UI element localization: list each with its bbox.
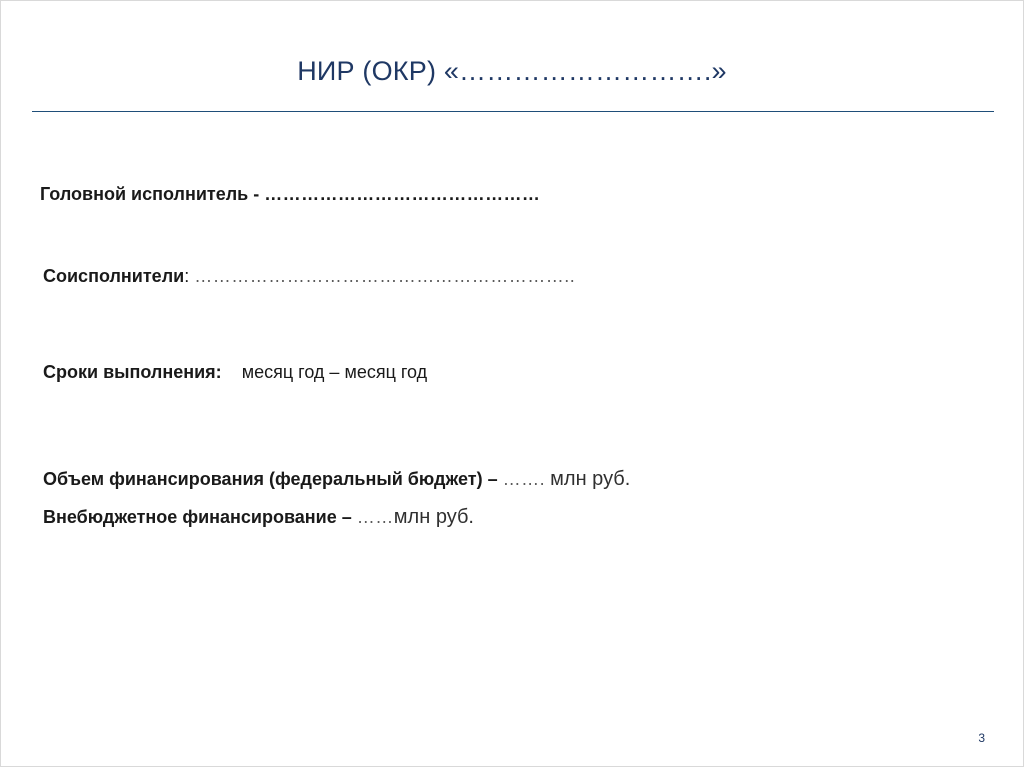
deadlines-label: Сроки выполнения: [43,362,222,382]
funding-federal-amount: ……. [502,469,546,489]
funding-federal-unit: млн руб. [550,468,631,490]
lead-contractor-label: Головной исполнитель [40,184,249,204]
slide-title: НИР (ОКР) «……………………….» [297,56,727,86]
co-contractors-colon: : [184,266,190,286]
funding-extrabudgetary-label: Внебюджетное финансирование [43,507,337,527]
funding-federal-dash: – [487,469,498,489]
funding-extrabudgetary-dash: – [341,507,352,527]
funding-extrabudgetary-line [43,506,474,529]
page-number: 3 [978,731,985,745]
deadlines-value: месяц год – месяц год [241,362,428,382]
title-divider [32,111,994,112]
funding-extrabudgetary-amount: …… [356,507,394,527]
funding-federal-line [43,468,630,491]
co-contractors-line [43,266,575,287]
lead-contractor-value: ……………………………………… [264,184,541,204]
co-contractors-label: Соисполнители [43,266,185,286]
co-contractors-value: …………………………………………………….. [194,266,576,286]
deadlines-line [43,362,427,383]
lead-contractor-line [40,184,540,205]
funding-extrabudgetary-unit: млн руб. [393,506,474,528]
funding-federal-label: Объем финансирования (федеральный бюджет) [43,469,483,489]
lead-contractor-separator: - [253,184,260,204]
